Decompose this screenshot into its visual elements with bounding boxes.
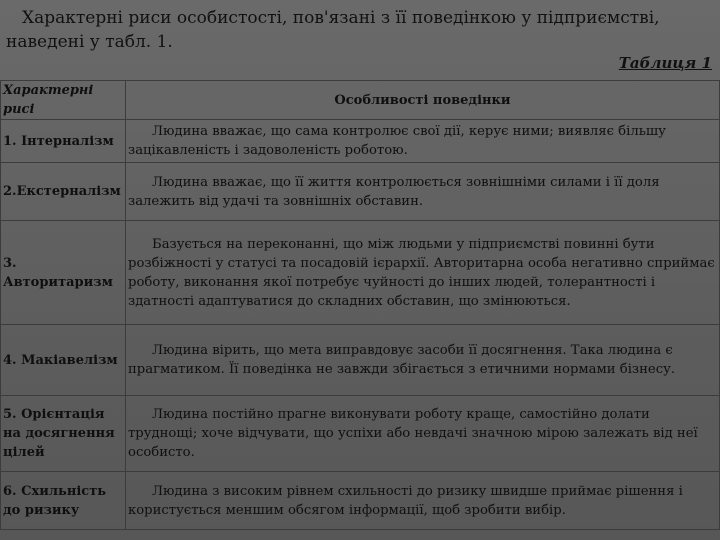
- trait-cell: 3. Авторитаризм: [1, 221, 126, 325]
- trait-cell: 2.Екстерналізм: [1, 163, 126, 221]
- trait-cell: 5. Орієнтація на досягнення цілей: [1, 396, 126, 472]
- trait-cell: 6. Схильність до ризику: [1, 472, 126, 530]
- trait-cell: 1. Інтерналізм: [1, 120, 126, 163]
- header-traits: Характерні рисі: [1, 81, 126, 120]
- description-cell: Людина постійно прагне виконувати роботу краще, самостійно долати труднощі; хоче відчувати, що успіхи або невдачі значною мірою залежать від неї особисто.: [126, 396, 720, 472]
- description-cell: Людина вірить, що мета виправдовує засоби її досягнення. Така людина є прагматиком. Її поведінка не завжди збігається з етичними нормами бізнесу.: [126, 325, 720, 396]
- table-caption: Таблиця 1: [618, 54, 712, 72]
- description-cell: Людина вважає, що сама контролює свої дії, керує ними; виявляє більшу зацікавленість і задоволеність роботою.: [126, 120, 720, 163]
- trait-cell: 4. Макіавелізм: [1, 325, 126, 396]
- table-row: [1, 396, 720, 472]
- traits-table: [0, 80, 720, 530]
- description-cell: Людина з високим рівнем схильності до ризику швидше приймає рішення і користується меншим обсягом інформації, щоб зробити вибір.: [126, 472, 720, 530]
- description-cell: Людина вважає, що її життя контролюється зовнішніми силами і її доля залежить від удачі та зовнішніх обставин.: [126, 163, 720, 221]
- header-behavior: Особливості поведінки: [126, 81, 720, 120]
- table-row: [1, 221, 720, 325]
- table-row: [1, 163, 720, 221]
- table-row: [1, 472, 720, 530]
- description-cell: Базується на переконанні, що між людьми у підприємстві повинні бути розбіжності у статусі та посадовій ієрархії. Авторитарна особа негативно сприймає роботу, виконання якої потребує чуйності до інших людей, толерантності і здатності адаптуватися до складних обставин, що змінюються.: [126, 221, 720, 325]
- table-header-row: [1, 81, 720, 120]
- table-row: [1, 325, 720, 396]
- table-row: [1, 120, 720, 163]
- intro-paragraph: Характерні риси особистості, пов'язані з її поведінкою у підприємстві, наведені у табл. 1.: [6, 8, 660, 52]
